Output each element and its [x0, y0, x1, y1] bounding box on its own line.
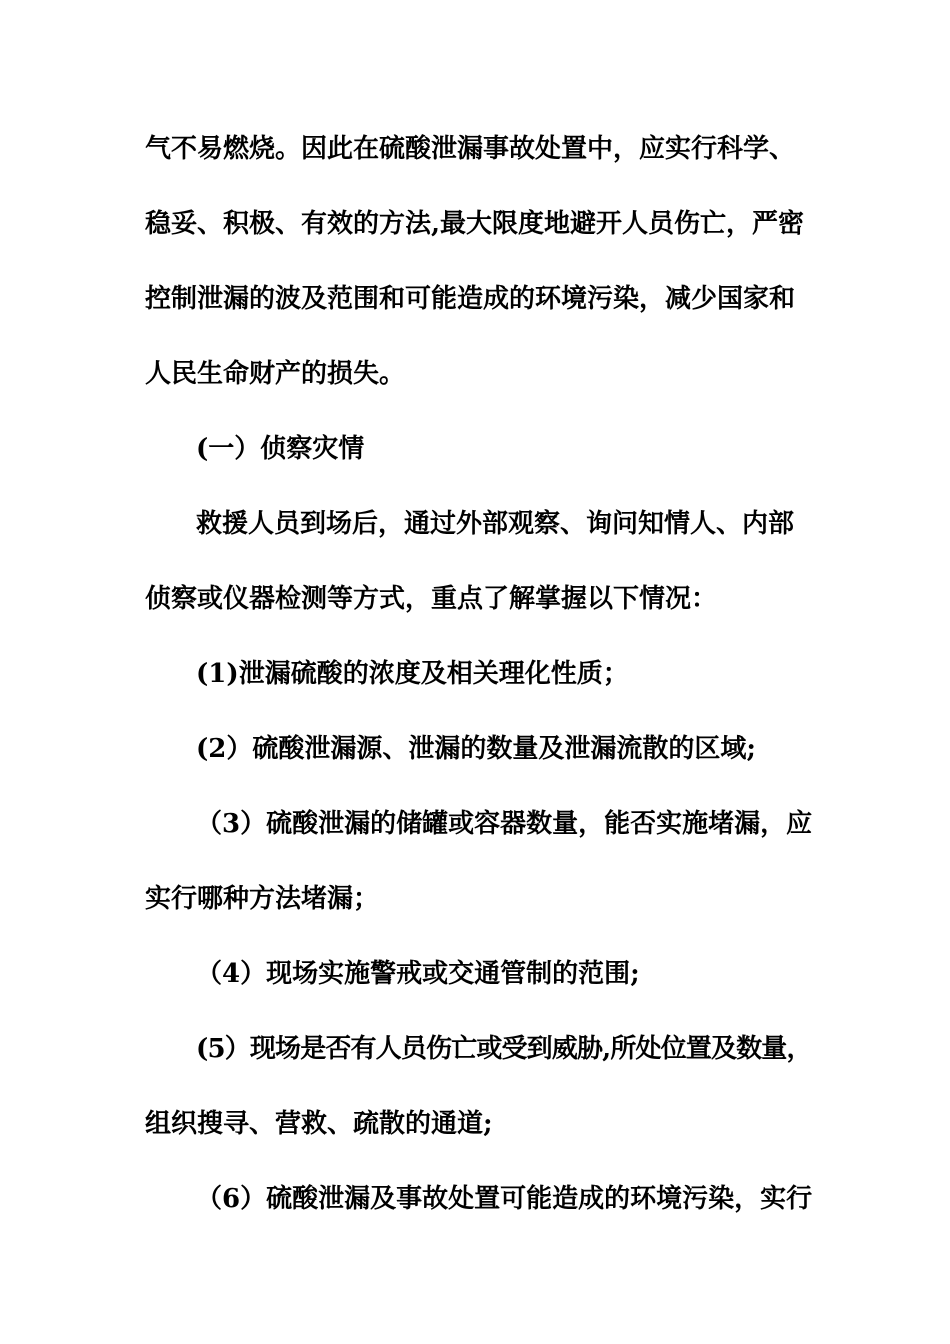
list-item-5-cont: 组织搜寻、营救、疏散的通道;: [145, 1109, 493, 1139]
list-item-6: （6）硫酸泄漏及事故处置可能造成的环境污染，实行: [196, 1184, 813, 1214]
list-item-3: （3）硫酸泄漏的储罐或容器数量，能否实施堵漏，应: [196, 809, 813, 839]
text-line-6: 救援人员到场后，通过外部观察、询问知情人、内部: [196, 509, 795, 539]
list-item-3-cont: 实行哪种方法堵漏；: [145, 884, 380, 914]
text-line-1: 气不易燃烧。因此在硫酸泄漏事故处置中，应实行科学、: [145, 134, 796, 164]
text-line-4: 人民生命财产的损失。: [145, 359, 406, 389]
list-item-5: (5）现场是否有人员伤亡或受到威胁,所处位置及数量，: [196, 1034, 812, 1064]
list-item-2: (2）硫酸泄漏源、泄漏的数量及泄漏流散的区域;: [196, 734, 756, 764]
section-heading: (一）侦察灾情: [196, 434, 365, 464]
list-item-1: (1)泄漏硫酸的浓度及相关理化性质；: [196, 659, 629, 689]
text-line-7: 侦察或仪器检测等方式，重点了解掌握以下情况：: [145, 584, 718, 614]
text-line-3: 控制泄漏的波及范围和可能造成的环境污染，减少国家和: [145, 284, 796, 314]
list-item-4: （4）现场实施警戒或交通管制的范围;: [196, 959, 640, 989]
text-line-2: 稳妥、积极、有效的方法,最大限度地避开人员伤亡，严密: [145, 209, 805, 239]
